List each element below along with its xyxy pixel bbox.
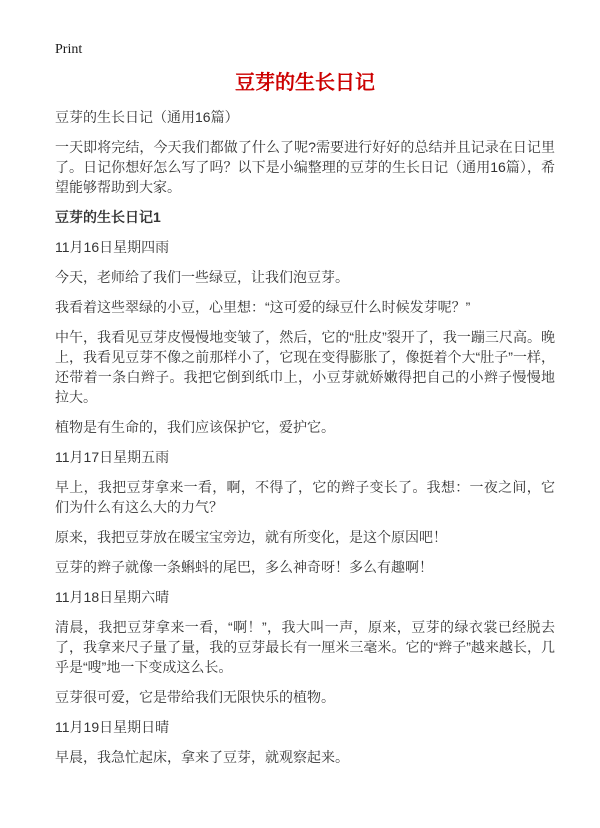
article-paragraph: 植物是有生命的，我们应该保护它，爱护它。 [55,419,335,435]
article-paragraph: 原来，我把豆芽放在暖宝宝旁边，就有所变化，是这个原因吧！ [55,529,447,545]
article-paragraph: 我看着这些翠绿的小豆，心里想：“这可爱的绿豆什么时候发芽呢？” [55,299,471,315]
diary-date-line: 11月16日星期四雨 [55,239,170,255]
diary-date-line: 11月18日星期六晴 [55,589,170,605]
section-heading: 豆芽的生长日记1 [55,209,161,225]
article-paragraph: 豆芽很可爱，它是带给我们无限快乐的植物。 [55,689,335,705]
article-paragraph: 早晨，我急忙起床，拿来了豆芽，就观察起来。 [55,749,349,765]
article-body [55,107,555,767]
article-paragraph: 豆芽的辫子就像一条蝌蚪的尾巴，多么神奇呀！多么有趣啊！ [55,559,433,575]
article-paragraph: 豆芽的生长日记（通用16篇） [55,109,239,125]
article-paragraph: 清晨，我把豆芽拿来一看，“啊！”，我大叫一声，原来，豆芽的绿衣裳已经脱去了，我拿来尺子量了量，我的豆芽最长有一厘米三毫米。它的“辫子”越来越长，几乎是“嗖”地一下变成这么长。 [55,619,555,675]
print-link[interactable]: Print [55,42,83,57]
diary-date-line: 11月17日星期五雨 [55,449,170,465]
article-paragraph: 中午，我看见豆芽皮慢慢地变皱了，然后，它的“肚皮”裂开了，我一蹦三尺高。晚上，我看见豆芽不像之前那样小了，它现在变得膨胀了，像挺着个大“肚子”一样，还带着一条白辫子。我把它倒到纸巾上，小豆芽就娇嫩得把自己的小辫子慢慢地拉大。 [55,329,555,405]
article-paragraph: 一天即将完结，今天我们都做了什么了呢?需要进行好好的总结并且记录在日记里了。日记你想好怎么写了吗？以下是小编整理的豆芽的生长日记（通用16篇），希望能够帮助到大家。 [55,139,555,195]
article-paragraph: 早上，我把豆芽拿来一看，啊，不得了，它的辫子变长了。我想：一夜之间，它们为什么有这么大的力气？ [55,479,555,515]
page-title: 豆芽的生长日记 [235,72,375,94]
diary-date-line: 11月19日星期日晴 [55,719,170,735]
article-paragraph: 今天，老师给了我们一些绿豆，让我们泡豆芽。 [55,269,349,285]
